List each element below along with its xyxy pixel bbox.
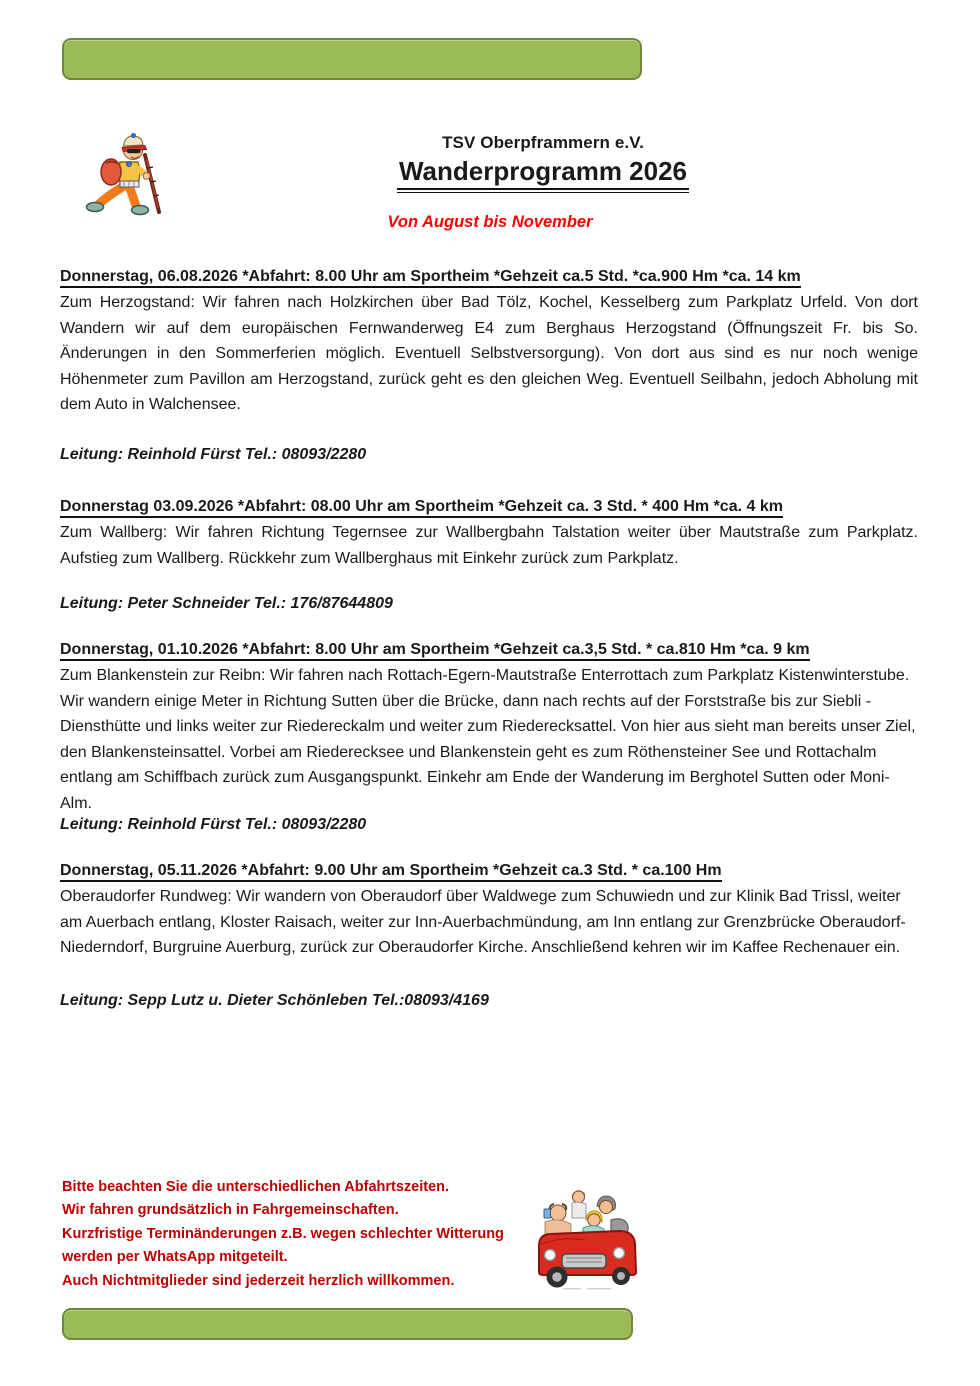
date-range-subtitle: Von August bis November: [387, 213, 593, 231]
note-line: Bitte beachten Sie die unterschiedlichen Abfahrtszeiten.: [62, 1179, 450, 1195]
note-line: werden per WhatsApp mitgeteilt.: [62, 1249, 288, 1266]
tour-heading: Donnerstag 03.09.2026 *Abfahrt: 08.00 Uhr am Sportheim *Gehzeit ca. 3 Std. * 400 Hm *ca. 4 km: [60, 494, 918, 520]
tour-description: Zum Wallberg: Wir fahren Richtung Tegernsee zur Wallbergbahn Talstation weiter über Mautstraße zum Parkplatz. Aufstieg zum Wallberg. Rückkehr zum Wallberghaus mit Einkehr zurück zum Parkplatz.: [60, 524, 918, 567]
carpool-car-icon: [533, 1182, 641, 1290]
tour-description: Zum Herzogstand: Wir fahren nach Holzkirchen über Bad Tölz, Kochel, Kesselberg zum Parkplatz Urfeld. Von dort Wandern wir auf dem europäischen Fernwanderweg E4 zum Berghaus Herzogstand (Öffnungszeit Fr. bis So. Änderungen in den Sommerferien möglich. Eventuell Selbstversorgung). Von dort aus sind es nur noch wenige Höhenmeter zum Pavillon am Herzogstand, zurück geht es den gleichen Weg. Eventuell Seilbahn, jedoch Abholung mit dem Auto in Walchensee.: [60, 294, 918, 414]
tour-section-4: [60, 858, 918, 961]
note-line: Auch Nichtmitglieder sind jederzeit herzlich willkommen.: [62, 1272, 455, 1289]
bottom-green-bar: [62, 1308, 633, 1340]
tour-heading: Donnerstag, 05.11.2026 *Abfahrt: 9.00 Uhr am Sportheim *Gehzeit ca.3 Std. * ca.100 Hm: [60, 858, 918, 884]
page-title: Wanderprogramm 2026: [166, 156, 920, 190]
note-line: Kurzfristige Terminänderungen z.B. wegen schlechter Witterung: [62, 1225, 504, 1242]
tour-section-1: [60, 264, 918, 418]
header-title-block: [166, 131, 920, 190]
top-green-bar: [62, 38, 642, 80]
note-line: Wir fahren grundsätzlich in Fahrgemeinschaften.: [62, 1202, 399, 1219]
tour-heading: Donnerstag, 06.08.2026 *Abfahrt: 8.00 Uhr am Sportheim *Gehzeit ca.5 Std. *ca.900 Hm *ca. 14 km: [60, 264, 918, 290]
tour-description: Oberaudorfer Rundweg: Wir wandern von Oberaudorf über Waldwege zum Schuwiedn und zur Klinik Bad Trissl, weiter am Auerbach entlang, Kloster Raisach, weiter zur Inn-Auerbachmündung, am Inn entlang zur Grenzbrücke Oberaudorf-Niederndorf, Burgruine Auerburg, zurück zur Oberaudorfer Kirche. Anschließend kehren wir im Kaffee Rechenauer ein.: [60, 888, 906, 957]
tour-section-2: [60, 494, 918, 571]
tour-leader: Leitung: Reinhold Fürst Tel.: 08093/2280: [60, 816, 367, 833]
tour-description: Zum Blankenstein zur Reibn: Wir fahren nach Rottach-Egern-Mautstraße Enterrottach zum Parkplatz Kistenwinterstube. Wir wandern einige Meter in Richtung Sutten über die Brücke, dann nach rechts auf der Forststraße bis zur Siebli - Diensthütte und links weiter zur Riedereckalm und weiter zum Riederecksattel. Von hier aus sieht man bereits unser Ziel, den Blankensteinsattel. Vorbei am Riederecksee und Blankenstein geht es zum Röthensteiner See und Rottachalm entlang am Schiffbach zurück zum Ausgangspunkt. Einkehr am Ende der Wanderung im Berghotel Sutten oder Moni-Alm.: [60, 667, 916, 812]
footer-notes: [62, 1176, 532, 1293]
tour-section-3: [60, 637, 918, 817]
tour-leader: Leitung: Peter Schneider Tel.: 176/87644809: [60, 595, 393, 612]
org-name: TSV Oberpframmern e.V.: [442, 133, 644, 152]
tour-leader: Leitung: Reinhold Fürst Tel.: 08093/2280: [60, 446, 367, 463]
hiker-icon: [82, 126, 178, 218]
tour-leader: Leitung: Sepp Lutz u. Dieter Schönleben Tel.:08093/4169: [60, 992, 489, 1009]
tour-heading: Donnerstag, 01.10.2026 *Abfahrt: 8.00 Uhr am Sportheim *Gehzeit ca.3,5 Std. * ca.810 Hm *ca. 9 km: [60, 637, 918, 663]
